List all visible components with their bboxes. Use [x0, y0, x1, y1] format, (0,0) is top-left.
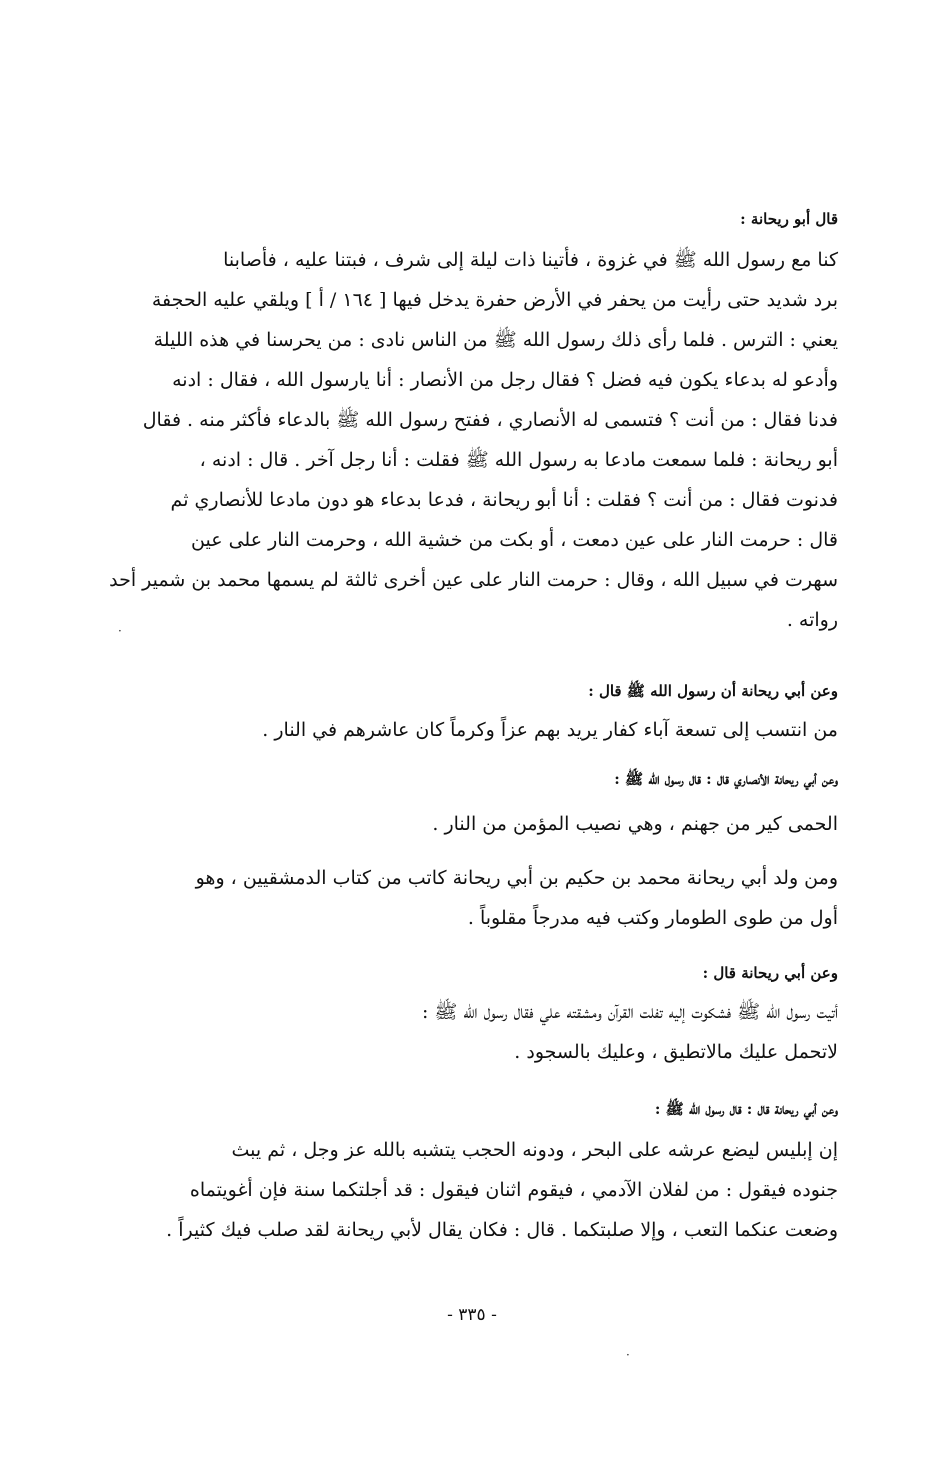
text-line: أول من طوى الطومار وكتب فيه مدرجاً مقلوباً . [467, 907, 838, 929]
text-line: برد شديد حتى رأيت من يحفر في الأرض حفرة يدخل فيها [ ١٦٤ / أ ] ويلقي عليه الحجفة [151, 289, 838, 311]
text-line: كنا مع رسول الله ﷺ في غزوة ، فأتينا ذات ليلة إلى شرف ، فبتنا عليه ، فأصابنا [223, 249, 838, 271]
text-line: رواته . [786, 609, 838, 631]
text-line: وضعت عنكما التعب ، وإلا صلبتكما . قال : فكان يقال لأبي ريحانة لقد صلب فيك كثيراً . [166, 1219, 838, 1241]
text-line: أبو ريحانة : فلما سمعت مادعا به رسول الله ﷺ فقلت : أنا رجل آخر . قال : ادنه ، [199, 449, 838, 471]
paragraph [108, 858, 838, 938]
text-line: ومن ولد أبي ريحانة محمد بن حكيم بن أبي ريحانة كاتب من كتاب الدمشقيين ، وهو [195, 867, 838, 889]
section-heading: وعن أبي ريحانة الأنصاري قال : قال رسول الله ﷺ : [614, 770, 838, 788]
text-line: إن إبليس ليضع عرشه على البحر ، ودونه الحجب يتشبه بالله عز وجل ، ثم يبث [231, 1139, 838, 1161]
text-line: سهرت في سبيل الله ، وقال : حرمت النار على عين أخرى ثالثة لم يسمها محمد بن شمير أحد [109, 569, 838, 591]
text-line: لاتحمل عليك مالاتطيق ، وعليك بالسجود . [514, 1041, 838, 1063]
scan-speck: · [118, 624, 122, 638]
text-line: جنوده فيقول : من لفلان الآدمي ، فيقوم اثنان فيقول : قد أجلتكما سنة فإن أغويتماه [189, 1179, 838, 1201]
section-heading: وعن أبي ريحانة أن رسول الله ﷺ قال : [588, 682, 838, 700]
text-line: من انتسب إلى تسعة آباء كفار يريد بهم عزاً وكرماً كان عاشرهم في النار . [262, 719, 838, 741]
paragraph [108, 1130, 838, 1250]
text-line: قال : حرمت النار على عين دمعت ، أو بكت من خشية الله ، وحرمت النار على عين [191, 529, 838, 551]
section-heading: وعن أبي ريحانة قال : [702, 964, 838, 982]
page-number: - ٣٣٥ - [447, 1305, 497, 1325]
paragraph [108, 804, 838, 844]
paragraph [108, 992, 838, 1072]
text-line: الحمى كير من جهنم ، وهي نصيب المؤمن من النار . [432, 813, 838, 835]
scan-speck: · [626, 1348, 630, 1362]
section-heading: وعن أبي ريحانة قال : قال رسول الله ﷺ : [654, 1100, 838, 1118]
text-line: يعني : الترس . فلما رأى ذلك رسول الله ﷺ من الناس نادى : من يحرسنا في هذه الليلة [153, 329, 838, 351]
paragraph [108, 240, 838, 640]
paragraph [108, 710, 838, 750]
section-heading: قال أبو ريحانة : [740, 210, 838, 228]
text-line: وأدعو له بدعاء يكون فيه فضل ؟ فقال رجل من الأنصار : أنا يارسول الله ، فقال : ادنه [172, 369, 838, 391]
text-line: فدنوت فقال : من أنت ؟ فقلت : أنا أبو ريحانة ، فدعا بدعاء هو دون مادعا للأنصاري ثم [170, 489, 838, 511]
text-line: أتيت رسول الله ﷺ فشكوت إليه تفلت القرآن ومشقته علي فقال رسول الله ﷺ : [421, 1001, 838, 1023]
text-line: فدنا فقال : من أنت ؟ فتسمى له الأنصاري ، ففتح رسول الله ﷺ بالدعاء فأكثر منه . فقال [142, 409, 838, 431]
